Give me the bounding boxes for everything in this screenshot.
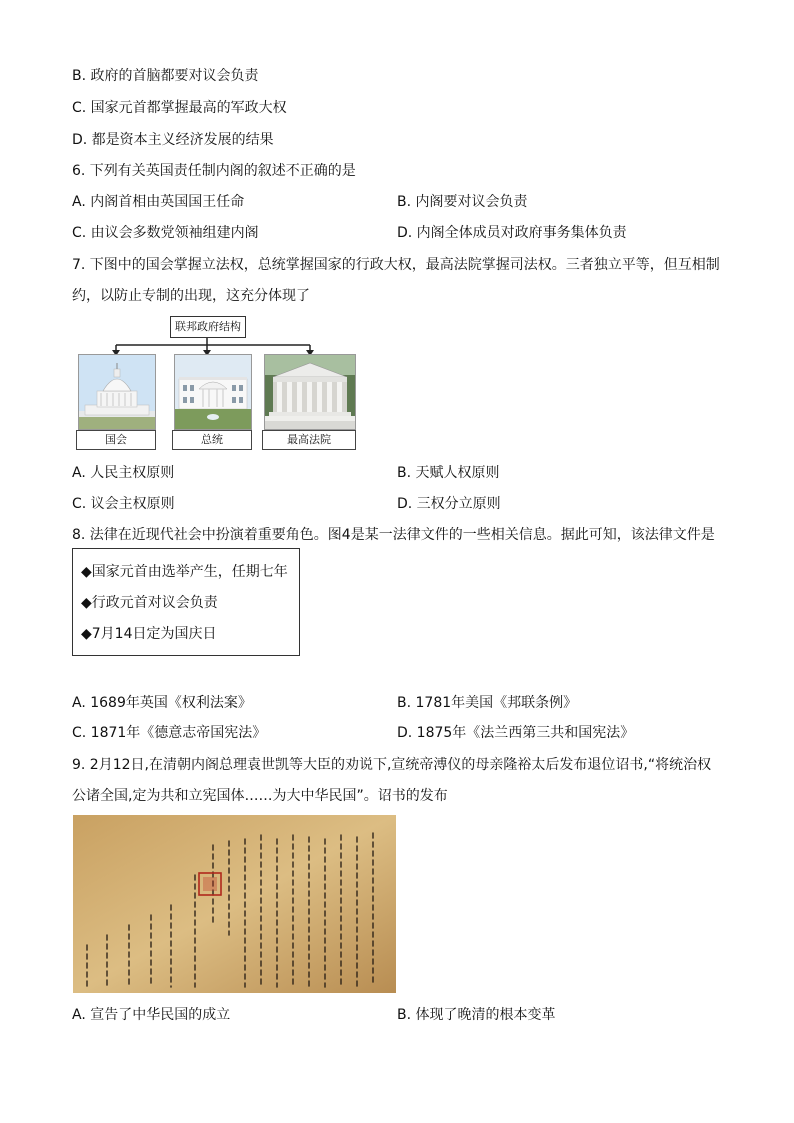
law-info-item: ◆7月14日定为国庆日 [81,626,217,642]
q6-option-b: B. 内阁要对议会负责 [397,194,528,210]
q6-option-c: C. 由议会多数党领袖组建内阁 [72,225,259,241]
supreme-court-photo [264,354,356,430]
caption-supreme-court: 最高法院 [262,430,356,450]
law-info-box [72,548,300,656]
q6-option-a: A. 内阁首相由英国国王任命 [72,194,245,210]
q8-option-b: B. 1781年美国《邦联条例》 [397,695,578,711]
q7-stem-line2: 约，以防止专制的出现，这充分体现了 [72,288,310,304]
q7-option-b: B. 天赋人权原则 [397,465,500,481]
q6-option-d: D. 内阁全体成员对政府事务集体负责 [397,225,627,241]
q7-option-d: D. 三权分立原则 [397,496,501,512]
q8-option-d: D. 1875年《法兰西第三共和国宪法》 [397,725,635,741]
q9-option-b: B. 体现了晚清的根本变革 [397,1007,556,1023]
q6-stem: 6. 下列有关英国责任制内阁的叙述不正确的是 [72,163,356,179]
q9-stem-line2: 公诸全国,定为共和立宪国体……为大中华民国”。诏书的发布 [72,788,448,804]
q5-option-d: D. 都是资本主义经济发展的结果 [72,132,274,148]
q8-option-a: A. 1689年英国《权利法案》 [72,695,252,711]
q9-option-a: A. 宣告了中华民国的成立 [72,1007,231,1023]
q5-option-b: B. 政府的首脑都要对议会负责 [72,68,259,84]
caption-congress: 国会 [76,430,156,450]
q7-option-c: C. 议会主权原则 [72,496,175,512]
capitol-photo [78,354,156,430]
q7-stem-line1: 7. 下图中的国会掌握立法权，总统掌握国家的行政大权，最高法院掌握司法权。三者独立平等，但互相制 [72,257,720,273]
structure-title: 联邦政府结构 [170,316,246,338]
q8-stem: 8. 法律在近现代社会中扮演着重要角色。图4是某一法律文件的一些相关信息。据此可知，该法律文件是 [72,527,715,543]
q7-option-a: A. 人民主权原则 [72,465,175,481]
white-house-photo [174,354,252,430]
q5-option-c: C. 国家元首都掌握最高的军政大权 [72,100,287,116]
federal-structure-figure [74,314,364,450]
caption-president: 总统 [172,430,252,450]
abdication-edict-photo [73,815,396,993]
q8-option-c: C. 1871年《德意志帝国宪法》 [72,725,267,741]
q9-stem-line1: 9. 2月12日,在清朝内阁总理袁世凯等大臣的劝说下,宣统帝溥仪的母亲隆裕太后发布退位诏书,“将统治权 [72,757,712,773]
law-info-item: ◆行政元首对议会负责 [81,595,218,611]
law-info-item: ◆国家元首由选举产生，任期七年 [81,564,288,580]
